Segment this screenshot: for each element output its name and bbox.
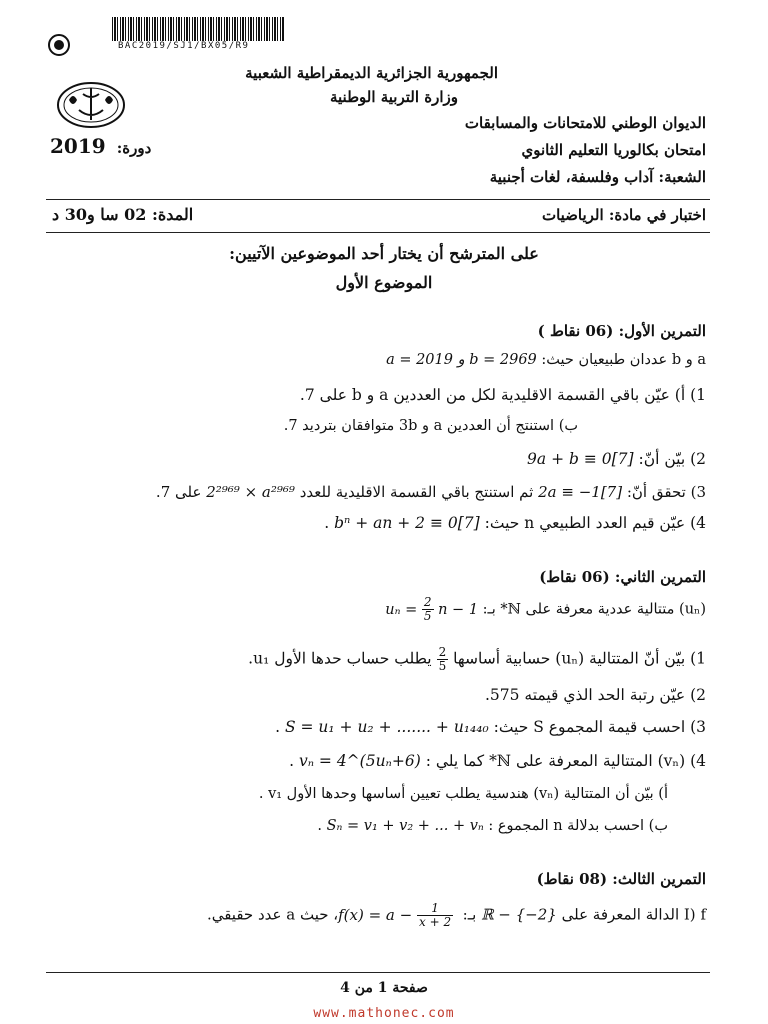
ex1-intro: a و b عددان طبيعيان حيث: a = 2019 و b = 2969 <box>386 352 706 368</box>
ex2-q2: 2) عيّن رتبة الحد الذي قيمته 575. <box>484 686 706 704</box>
site-watermark: www.mathonec.com <box>313 1006 455 1021</box>
session-year: 2019 <box>50 134 106 158</box>
ex2-q4b: ب) احسب بدلالة n المجموع : Sₙ = v₁ + v₂ + ... + vₙ . <box>317 818 668 834</box>
topic-title: الموضوع الأول <box>335 273 433 292</box>
ex2-definition: (uₙ) متتالية عددية معرفة على ℕ* بـ: uₙ = $\frac{2}{5}$ n − 1 <box>385 595 706 624</box>
ex1-q4: 4) عيّن قيم العدد الطبيعي n حيث: bⁿ + an + 2 ≡ 0[7] . <box>324 514 706 532</box>
ex2-q3: 3) احسب قيمة المجموع S حيث: S = u₁ + u₂ + ....... + u₁₄₄₀ . <box>275 718 706 736</box>
fraction-1-over-x-plus-2: $\frac{1}{x + 2}$ <box>419 901 452 930</box>
fraction-2-5-ratio: $\frac{2}{5}$ <box>438 645 447 674</box>
exam-title: امتحان بكالوريا التعليم الثانوي <box>521 141 706 159</box>
session <box>50 134 151 158</box>
ex1-q2: 2) بيّن أنّ: 9a + b ≡ 0[7] <box>527 450 706 468</box>
fraction-2-5: $\frac{2}{5}$ <box>423 595 432 624</box>
barcode <box>112 17 284 41</box>
ex2-q4a: أ) بيّن أن المتتالية (vₙ) هندسية يطلب تعيين أساسها وحدها الأول v₁ . <box>258 786 668 802</box>
punch-hole-mark <box>48 34 70 56</box>
subject-line: اختبار في مادة: الرياضيات <box>541 206 706 224</box>
ministry-emblem-icon <box>55 80 127 130</box>
choose-instruction: على المترشح أن يختار أحد الموضوعين الآتيين: <box>229 244 539 263</box>
republic-title: الجمهورية الجزائرية الديمقراطية الشعبية <box>245 64 498 82</box>
duration: المدة: 02 سا و30 د <box>52 205 194 224</box>
header-divider <box>46 199 710 200</box>
exercise-3-title: التمرين الثالث: (08 نقاط) <box>536 870 706 888</box>
ex1-q3: 3) تحقق أنّ: 2a ≡ −1[7] ثم استنتج باقي القسمة الاقليدية للعدد 2²⁹⁶⁹ × a²⁹⁶⁹ على 7. <box>155 483 706 501</box>
barcode-code: BAC2019/SJ1/BX05/R9 <box>118 41 250 51</box>
ex2-q1: 1) بيّن أنّ المتتالية (uₙ) حسابية أساسها $\frac{2}{5}$ يطلب حساب حدها الأول u₁. <box>248 645 706 674</box>
subject-divider <box>46 232 710 233</box>
ex3-part1: I) f الدالة المعرفة على ℝ − {−2} بـ: f(x) = a − $\frac{1}{x + 2}$ ، حيث a عدد حقيقي. <box>206 901 706 930</box>
ex1-q1b: ب) استنتج أن العددين a و 3b متوافقان بترديد 7. <box>283 418 578 434</box>
exercise-2-title: التمرين الثاني: (06 نقاط) <box>539 568 706 586</box>
ex1-q1a: 1) أ) عيّن باقي القسمة الاقليدية لكل من العددين a و b على 7. <box>299 386 706 404</box>
exercise-1-title: التمرين الأول: (06 نقاط ) <box>537 322 706 340</box>
ex2-q4: 4) (vₙ) المتتالية المعرفة على ℕ* كما يلي : vₙ = 4^(5uₙ+6) . <box>289 752 706 770</box>
ministry-title: وزارة التربية الوطنية <box>329 88 458 106</box>
session-label: دورة: <box>116 139 152 157</box>
footer-divider <box>46 972 710 973</box>
page-number: صفحة 1 من 4 <box>340 980 428 996</box>
stream: الشعبة: آداب وفلسفة، لغات أجنبية <box>489 168 706 186</box>
exam-office: الديوان الوطني للامتحانات والمسابقات <box>464 114 706 132</box>
